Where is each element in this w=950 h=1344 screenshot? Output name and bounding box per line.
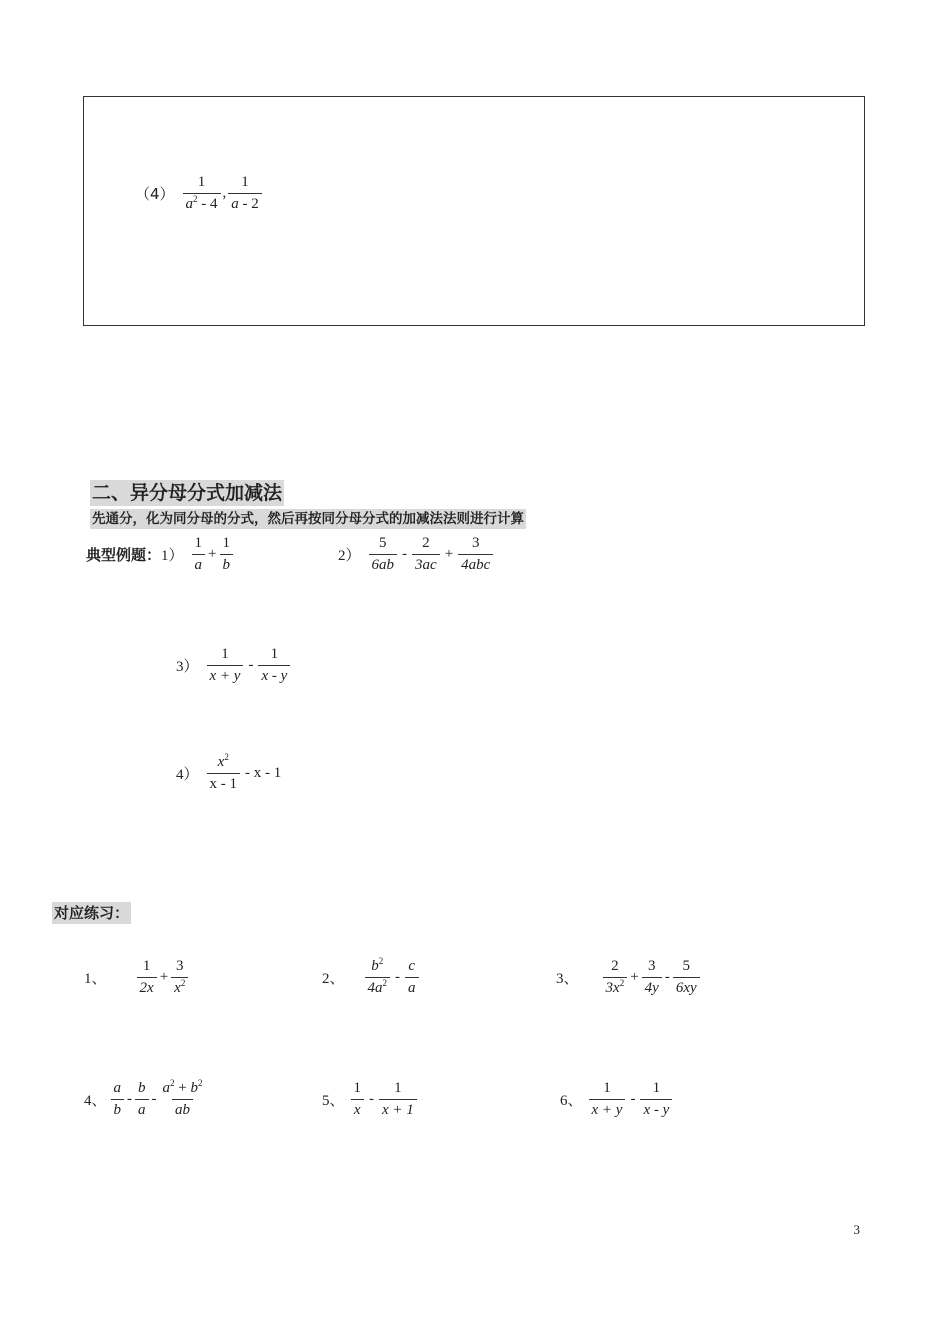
box-item-4: （4） $\frac{1}{a^2 - 4}$ , $\frac{1}{a - 2}$ — [135, 174, 264, 213]
item-label: （4） — [135, 185, 175, 203]
section-title: 二、异分母分式加减法 — [92, 482, 283, 504]
fraction: $\frac{b}{a}$ — [135, 1080, 149, 1119]
fraction: $\frac{1}{x}$ — [351, 1080, 365, 1119]
section-subtitle: 先通分，化为同分母的分式，然后再按同分母分式的加减法法则进行计算 — [92, 511, 524, 527]
fraction: $\frac{1}{2x}$ — [137, 958, 157, 997]
fraction: $\frac{1}{x - y}$ — [258, 646, 290, 685]
fraction: $\frac{2}{3x^2}$ — [603, 958, 628, 997]
fraction: $\frac{1}{x + y}$ — [589, 1080, 626, 1119]
fraction: $\frac{1}{x - y}$ — [640, 1080, 672, 1119]
example-3: 3） $\frac{1}{x + y}$ - $\frac{1}{x - y}$ — [176, 646, 292, 685]
practice-4: 4、 $\frac{a}{b}$ - $\frac{b}{a}$ - $\frac{a^2 + b^2}{ab}$ — [84, 1080, 207, 1119]
example-1: 典型例题： 1） $\frac{1}{a}$ + $\frac{1}{b}$ — [86, 535, 235, 574]
fraction: $\frac{c}{a}$ — [405, 958, 419, 997]
fraction: $\frac{b^2}{4a^2}$ — [365, 958, 391, 997]
practice-6: 6、 $\frac{1}{x + y}$ - $\frac{1}{x - y}$ — [560, 1080, 674, 1119]
practice-1: 1、 $\frac{1}{2x}$ + $\frac{3}{x^2}$ — [84, 958, 190, 997]
example-2: 2） $\frac{5}{6ab}$ - $\frac{2}{3ac}$ + $\frac{3}{\text{4abc}}$ — [338, 535, 495, 574]
practice-label: 对应练习： — [54, 904, 130, 922]
fraction: $\frac{5}{6ab}$ — [369, 535, 398, 574]
fraction: $\frac{1}{a}$ — [192, 535, 206, 574]
fraction: $\frac{3}{4y}$ — [642, 958, 662, 997]
fraction: $\frac{5}{6xy}$ — [673, 958, 700, 997]
practice-2: 2、 $\frac{b^2}{4a^2}$ - $\frac{c}{a}$ — [322, 958, 421, 997]
practice-3: 3、 $\frac{2}{3x^2}$ + $\frac{3}{4y}$ - $\frac{5}{6xy}$ — [556, 958, 702, 997]
fraction: $\frac{2}{3ac}$ — [412, 535, 440, 574]
fraction: $\frac{1}{x + 1}$ — [379, 1080, 417, 1119]
example-4: 4） $\frac{x^2}{x - 1}$ - x - 1 — [176, 752, 282, 792]
page-number: 3 — [853, 1222, 860, 1237]
fraction: $\frac{1}{a^2 - 4}$ — [183, 174, 221, 213]
fraction: $\frac{3}{x^2}$ — [171, 958, 188, 997]
fraction: $\frac{3}{\text{4abc}}$ — [458, 535, 493, 574]
fraction: $\frac{x^2}{x - 1}$ — [207, 754, 241, 793]
fraction: $\frac{1}{a - 2}$ — [228, 174, 262, 213]
fraction: $\frac{1}{b}$ — [220, 535, 234, 574]
practice-5: 5、 $\frac{1}{x}$ - $\frac{1}{x + 1}$ — [322, 1080, 419, 1119]
fraction: $\frac{a^2 + b^2}{ab}$ — [162, 1078, 203, 1118]
fraction: $\frac{1}{x + y}$ — [207, 646, 244, 685]
fraction: $\frac{a}{b}$ — [111, 1080, 125, 1119]
examples-label: 典型例题： — [86, 546, 162, 564]
